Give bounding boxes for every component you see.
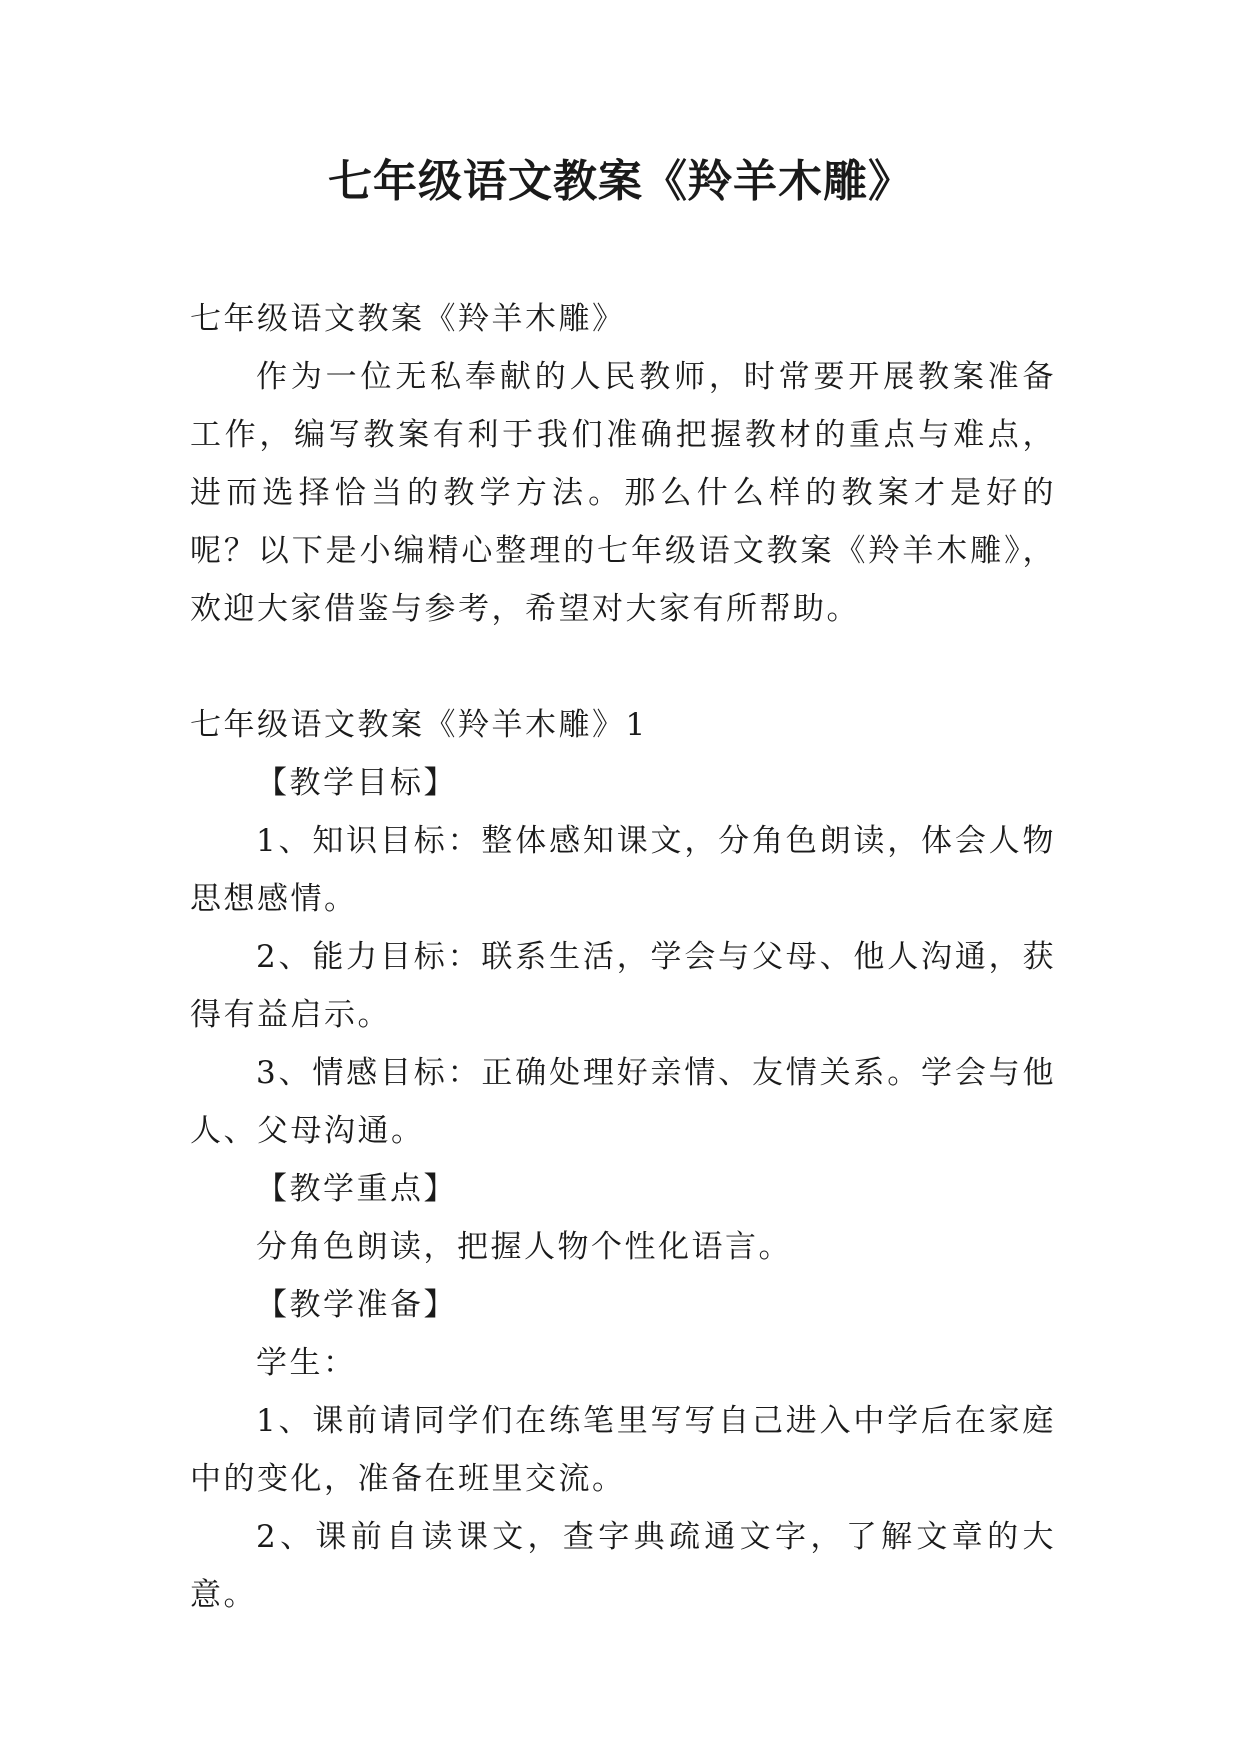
intro-paragraph: 作为一位无私奉献的人民教师，时常要开展教案准备工作，编写教案有利于我们准确把握教材的重点与难点，进而选择恰当的教学方法。那么什么样的教案才是好的呢？以下是小编精心整理的七年级语文教案《羚羊木雕》，欢迎大家借鉴与参考，希望对大家有所帮助。	[190, 359, 1056, 627]
prep-item-1: 1、课前请同学们在练笔里写写自己进入中学后在家庭中的变化，准备在班里交流。	[190, 1403, 1056, 1497]
objectives-heading: 【教学目标】	[256, 765, 457, 801]
objective-1: 1、知识目标：整体感知课文，分角色朗读，体会人物思想感情。	[190, 823, 1056, 917]
objective-3: 3、情感目标：正确处理好亲情、友情关系。学会与他人、父母沟通。	[190, 1055, 1056, 1149]
focus-text: 分角色朗读，把握人物个性化语言。	[256, 1229, 792, 1265]
prep-item-2: 2、课前自读课文，查字典疏通文字，了解文章的大意。	[190, 1519, 1056, 1613]
document-title: 七年级语文教案《羚羊木雕》	[328, 156, 913, 207]
focus-heading: 【教学重点】	[256, 1171, 457, 1207]
prep-heading: 【教学准备】	[256, 1287, 457, 1323]
document-subtitle: 七年级语文教案《羚羊木雕》	[190, 301, 626, 337]
students-label: 学生：	[256, 1345, 357, 1381]
objective-2: 2、能力目标：联系生活，学会与父母、他人沟通，获得有益启示。	[190, 939, 1056, 1033]
paragraph-gap	[190, 638, 1056, 696]
document-body	[190, 290, 1056, 1624]
section-title: 七年级语文教案《羚羊木雕》1	[190, 707, 648, 743]
